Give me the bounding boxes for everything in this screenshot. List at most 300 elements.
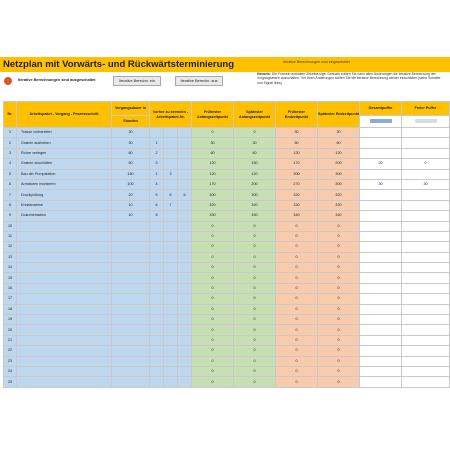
cell-nr[interactable]: 23 — [4, 356, 17, 366]
cell-latest-start[interactable]: 0 — [234, 356, 276, 366]
cell-nr[interactable]: 15 — [4, 273, 17, 283]
cell-nr[interactable]: 14 — [4, 263, 17, 273]
cell-earliest-end[interactable]: 270 — [276, 179, 318, 189]
cell-predecessor-3[interactable] — [178, 138, 192, 148]
cell-predecessor-3[interactable] — [178, 211, 192, 221]
cell-free-float[interactable] — [402, 200, 450, 210]
cell-free-float[interactable] — [402, 335, 450, 345]
cell-latest-end[interactable]: 330 — [318, 200, 360, 210]
cell-task[interactable]: Druckprüfung — [17, 190, 112, 200]
cell-earliest-start[interactable]: 0 — [192, 283, 234, 293]
cell-duration[interactable] — [112, 242, 150, 252]
cell-latest-start[interactable]: 0 — [234, 304, 276, 314]
cell-free-float[interactable] — [402, 242, 450, 252]
cell-latest-end[interactable]: 340 — [318, 211, 360, 221]
cell-predecessor-3[interactable] — [178, 231, 192, 241]
cell-predecessor-1[interactable] — [150, 325, 164, 335]
cell-latest-start[interactable]: 330 — [234, 211, 276, 221]
cell-task[interactable]: Armaturen montieren — [17, 179, 112, 189]
cell-free-float[interactable] — [402, 263, 450, 273]
cell-predecessor-2[interactable] — [164, 283, 178, 293]
cell-earliest-start[interactable]: 0 — [192, 231, 234, 241]
cell-latest-start[interactable]: 0 — [234, 315, 276, 325]
cell-free-float[interactable] — [402, 304, 450, 314]
cell-earliest-end[interactable]: 120 — [276, 148, 318, 158]
cell-duration[interactable] — [112, 252, 150, 262]
cell-earliest-start[interactable]: 320 — [192, 200, 234, 210]
cell-latest-start[interactable]: 0 — [234, 273, 276, 283]
cell-task[interactable] — [17, 366, 112, 376]
cell-duration[interactable]: 30 — [112, 138, 150, 148]
cell-free-float[interactable]: 30 — [402, 179, 450, 189]
cell-predecessor-1[interactable]: 6 — [150, 200, 164, 210]
cell-earliest-end[interactable]: 0 — [276, 315, 318, 325]
cell-predecessor-3[interactable] — [178, 294, 192, 304]
cell-latest-end[interactable]: 0 — [318, 304, 360, 314]
cell-total-float[interactable] — [360, 273, 402, 283]
cell-latest-end[interactable]: 0 — [318, 252, 360, 262]
cell-predecessor-3[interactable] — [178, 283, 192, 293]
cell-predecessor-1[interactable] — [150, 252, 164, 262]
cell-duration[interactable] — [112, 221, 150, 231]
cell-total-float[interactable]: 30 — [360, 179, 402, 189]
cell-earliest-end[interactable]: 0 — [276, 366, 318, 376]
cell-duration[interactable]: 30 — [112, 128, 150, 138]
cell-latest-end[interactable]: 0 — [318, 294, 360, 304]
cell-latest-start[interactable]: 0 — [234, 242, 276, 252]
cell-duration[interactable] — [112, 231, 150, 241]
cell-nr[interactable]: 13 — [4, 252, 17, 262]
cell-predecessor-3[interactable] — [178, 128, 192, 138]
cell-total-float[interactable] — [360, 304, 402, 314]
cell-nr[interactable]: 3 — [4, 148, 17, 158]
cell-predecessor-1[interactable]: 1 — [150, 138, 164, 148]
cell-earliest-start[interactable]: 120 — [192, 169, 234, 179]
cell-predecessor-2[interactable] — [164, 356, 178, 366]
cell-nr[interactable]: 9 — [4, 211, 17, 221]
cell-predecessor-1[interactable]: 2 — [150, 148, 164, 158]
cell-task[interactable] — [17, 315, 112, 325]
cell-total-float[interactable] — [360, 221, 402, 231]
cell-earliest-start[interactable]: 120 — [192, 159, 234, 169]
cell-predecessor-1[interactable] — [150, 346, 164, 356]
cell-duration[interactable] — [112, 346, 150, 356]
cell-latest-end[interactable]: 0 — [318, 335, 360, 345]
cell-earliest-end[interactable]: 0 — [276, 304, 318, 314]
cell-nr[interactable]: 24 — [4, 366, 17, 376]
cell-latest-start[interactable]: 0 — [234, 252, 276, 262]
cell-predecessor-3[interactable] — [178, 346, 192, 356]
cell-earliest-end[interactable]: 0 — [276, 231, 318, 241]
cell-nr[interactable]: 11 — [4, 231, 17, 241]
cell-latest-end[interactable]: 0 — [318, 231, 360, 241]
cell-predecessor-3[interactable] — [178, 200, 192, 210]
cell-total-float[interactable] — [360, 211, 402, 221]
cell-latest-end[interactable]: 0 — [318, 325, 360, 335]
iteration-on-button[interactable]: Iterative Berechn. ein — [113, 76, 161, 86]
cell-total-float[interactable] — [360, 335, 402, 345]
cell-latest-start[interactable]: 120 — [234, 169, 276, 179]
cell-predecessor-1[interactable]: 3 — [150, 159, 164, 169]
cell-nr[interactable]: 4 — [4, 159, 17, 169]
cell-predecessor-3[interactable] — [178, 366, 192, 376]
cell-predecessor-3[interactable] — [178, 179, 192, 189]
cell-task[interactable] — [17, 283, 112, 293]
cell-total-float[interactable] — [360, 190, 402, 200]
cell-task[interactable]: Endabnahme — [17, 200, 112, 210]
cell-predecessor-3[interactable] — [178, 169, 192, 179]
cell-earliest-end[interactable]: 0 — [276, 242, 318, 252]
cell-predecessor-1[interactable] — [150, 377, 164, 387]
cell-task[interactable]: Graben zuschütten — [17, 159, 112, 169]
cell-predecessor-1[interactable]: 4 — [150, 179, 164, 189]
cell-nr[interactable]: 12 — [4, 242, 17, 252]
cell-predecessor-1[interactable]: 5 — [150, 190, 164, 200]
cell-duration[interactable]: 50 — [112, 159, 150, 169]
cell-earliest-start[interactable]: 0 — [192, 325, 234, 335]
cell-predecessor-1[interactable] — [150, 242, 164, 252]
cell-earliest-start[interactable]: 0 — [192, 356, 234, 366]
cell-predecessor-1[interactable] — [150, 231, 164, 241]
cell-free-float[interactable] — [402, 377, 450, 387]
cell-predecessor-2[interactable] — [164, 377, 178, 387]
cell-predecessor-1[interactable] — [150, 294, 164, 304]
cell-earliest-start[interactable]: 0 — [192, 315, 234, 325]
cell-duration[interactable]: 100 — [112, 179, 150, 189]
cell-duration[interactable]: 60 — [112, 148, 150, 158]
cell-predecessor-1[interactable] — [150, 366, 164, 376]
cell-nr[interactable]: 10 — [4, 221, 17, 231]
cell-total-float[interactable] — [360, 242, 402, 252]
cell-predecessor-2[interactable] — [164, 221, 178, 231]
cell-latest-start[interactable]: 300 — [234, 190, 276, 200]
cell-predecessor-2[interactable] — [164, 325, 178, 335]
cell-duration[interactable] — [112, 315, 150, 325]
cell-free-float[interactable] — [402, 273, 450, 283]
cell-earliest-end[interactable]: 0 — [276, 346, 318, 356]
cell-predecessor-1[interactable]: 1 — [150, 169, 164, 179]
cell-duration[interactable] — [112, 273, 150, 283]
cell-predecessor-2[interactable] — [164, 242, 178, 252]
cell-earliest-end[interactable]: 0 — [276, 252, 318, 262]
cell-earliest-end[interactable]: 60 — [276, 138, 318, 148]
cell-earliest-end[interactable]: 0 — [276, 377, 318, 387]
cell-predecessor-1[interactable] — [150, 315, 164, 325]
cell-total-float[interactable] — [360, 200, 402, 210]
cell-latest-start[interactable]: 30 — [234, 138, 276, 148]
cell-duration[interactable] — [112, 377, 150, 387]
cell-latest-start[interactable]: 150 — [234, 159, 276, 169]
cell-task[interactable] — [17, 221, 112, 231]
cell-predecessor-2[interactable] — [164, 335, 178, 345]
cell-duration[interactable] — [112, 356, 150, 366]
cell-predecessor-1[interactable] — [150, 273, 164, 283]
cell-predecessor-2[interactable]: 3 — [164, 169, 178, 179]
cell-nr[interactable]: 2 — [4, 138, 17, 148]
cell-predecessor-3[interactable] — [178, 159, 192, 169]
cell-nr[interactable]: 8 — [4, 200, 17, 210]
cell-predecessor-1[interactable] — [150, 221, 164, 231]
cell-predecessor-2[interactable] — [164, 304, 178, 314]
cell-latest-end[interactable]: 0 — [318, 346, 360, 356]
cell-earliest-start[interactable]: 0 — [192, 221, 234, 231]
cell-predecessor-1[interactable] — [150, 304, 164, 314]
cell-predecessor-2[interactable]: 6 — [164, 190, 178, 200]
cell-nr[interactable]: 22 — [4, 346, 17, 356]
cell-earliest-start[interactable]: 0 — [192, 335, 234, 345]
cell-latest-end[interactable]: 0 — [318, 273, 360, 283]
cell-task[interactable] — [17, 325, 112, 335]
cell-latest-end[interactable]: 0 — [318, 283, 360, 293]
cell-free-float[interactable] — [402, 346, 450, 356]
cell-earliest-start[interactable]: 300 — [192, 190, 234, 200]
cell-duration[interactable] — [112, 294, 150, 304]
cell-total-float[interactable] — [360, 346, 402, 356]
cell-predecessor-2[interactable] — [164, 231, 178, 241]
cell-duration[interactable]: 180 — [112, 169, 150, 179]
cell-predecessor-2[interactable] — [164, 159, 178, 169]
cell-free-float[interactable] — [402, 169, 450, 179]
cell-predecessor-3[interactable] — [178, 252, 192, 262]
cell-earliest-end[interactable]: 0 — [276, 263, 318, 273]
cell-predecessor-3[interactable]: 6 — [178, 190, 192, 200]
cell-latest-end[interactable]: 0 — [318, 263, 360, 273]
cell-predecessor-2[interactable] — [164, 273, 178, 283]
cell-task[interactable] — [17, 242, 112, 252]
cell-duration[interactable] — [112, 366, 150, 376]
cell-total-float[interactable] — [360, 128, 402, 138]
cell-earliest-start[interactable]: 330 — [192, 211, 234, 221]
cell-predecessor-3[interactable] — [178, 304, 192, 314]
cell-free-float[interactable] — [402, 252, 450, 262]
cell-earliest-start[interactable]: 0 — [192, 128, 234, 138]
cell-latest-start[interactable]: 200 — [234, 179, 276, 189]
cell-latest-end[interactable]: 300 — [318, 169, 360, 179]
cell-total-float[interactable] — [360, 294, 402, 304]
cell-task[interactable]: Trasse vorbereiten — [17, 128, 112, 138]
cell-duration[interactable]: 10 — [112, 200, 150, 210]
cell-predecessor-2[interactable] — [164, 211, 178, 221]
cell-nr[interactable]: 6 — [4, 179, 17, 189]
cell-earliest-end[interactable]: 300 — [276, 169, 318, 179]
cell-latest-start[interactable]: 0 — [234, 231, 276, 241]
cell-free-float[interactable] — [402, 294, 450, 304]
cell-predecessor-2[interactable] — [164, 148, 178, 158]
cell-nr[interactable]: 17 — [4, 294, 17, 304]
cell-latest-start[interactable]: 0 — [234, 128, 276, 138]
cell-earliest-start[interactable]: 0 — [192, 273, 234, 283]
cell-free-float[interactable] — [402, 231, 450, 241]
cell-free-float[interactable] — [402, 315, 450, 325]
cell-latest-end[interactable]: 0 — [318, 221, 360, 231]
cell-duration[interactable]: 20 — [112, 190, 150, 200]
cell-predecessor-3[interactable] — [178, 221, 192, 231]
cell-predecessor-2[interactable] — [164, 366, 178, 376]
cell-predecessor-3[interactable] — [178, 335, 192, 345]
cell-earliest-end[interactable]: 0 — [276, 325, 318, 335]
cell-latest-end[interactable]: 0 — [318, 242, 360, 252]
cell-earliest-start[interactable]: 0 — [192, 346, 234, 356]
cell-predecessor-3[interactable] — [178, 273, 192, 283]
cell-earliest-end[interactable]: 340 — [276, 211, 318, 221]
cell-free-float[interactable] — [402, 148, 450, 158]
cell-earliest-start[interactable]: 0 — [192, 294, 234, 304]
cell-latest-end[interactable]: 0 — [318, 315, 360, 325]
cell-latest-start[interactable]: 0 — [234, 263, 276, 273]
cell-earliest-end[interactable]: 320 — [276, 190, 318, 200]
cell-predecessor-1[interactable] — [150, 356, 164, 366]
cell-total-float[interactable] — [360, 148, 402, 158]
cell-earliest-end[interactable]: 0 — [276, 294, 318, 304]
cell-earliest-end[interactable]: 0 — [276, 221, 318, 231]
cell-duration[interactable] — [112, 335, 150, 345]
cell-task[interactable] — [17, 346, 112, 356]
cell-duration[interactable]: 10 — [112, 211, 150, 221]
cell-predecessor-1[interactable] — [150, 263, 164, 273]
cell-predecessor-3[interactable] — [178, 263, 192, 273]
cell-earliest-end[interactable]: 30 — [276, 128, 318, 138]
cell-task[interactable]: Graben ausheben — [17, 138, 112, 148]
cell-total-float[interactable] — [360, 356, 402, 366]
cell-predecessor-2[interactable] — [164, 128, 178, 138]
cell-total-float[interactable] — [360, 283, 402, 293]
cell-predecessor-2[interactable] — [164, 179, 178, 189]
cell-free-float[interactable] — [402, 325, 450, 335]
cell-task[interactable] — [17, 231, 112, 241]
cell-duration[interactable] — [112, 304, 150, 314]
cell-task[interactable] — [17, 273, 112, 283]
cell-free-float[interactable]: 0 — [402, 159, 450, 169]
cell-free-float[interactable] — [402, 221, 450, 231]
cell-total-float[interactable] — [360, 231, 402, 241]
cell-nr[interactable]: 25 — [4, 377, 17, 387]
cell-nr[interactable]: 18 — [4, 304, 17, 314]
cell-total-float[interactable] — [360, 325, 402, 335]
cell-nr[interactable]: 7 — [4, 190, 17, 200]
cell-task[interactable]: Bau der Pumpstation — [17, 169, 112, 179]
cell-predecessor-1[interactable] — [150, 128, 164, 138]
cell-free-float[interactable] — [402, 366, 450, 376]
cell-earliest-start[interactable]: 60 — [192, 148, 234, 158]
cell-earliest-start[interactable]: 30 — [192, 138, 234, 148]
cell-predecessor-3[interactable] — [178, 356, 192, 366]
cell-predecessor-1[interactable] — [150, 283, 164, 293]
cell-nr[interactable]: 5 — [4, 169, 17, 179]
cell-latest-end[interactable]: 0 — [318, 377, 360, 387]
cell-earliest-start[interactable]: 0 — [192, 377, 234, 387]
cell-latest-start[interactable]: 0 — [234, 366, 276, 376]
cell-earliest-end[interactable]: 170 — [276, 159, 318, 169]
cell-task[interactable] — [17, 356, 112, 366]
cell-total-float[interactable] — [360, 252, 402, 262]
cell-latest-end[interactable]: 120 — [318, 148, 360, 158]
cell-total-float[interactable] — [360, 366, 402, 376]
cell-latest-start[interactable]: 0 — [234, 221, 276, 231]
cell-earliest-start[interactable]: 0 — [192, 252, 234, 262]
cell-predecessor-1[interactable]: 8 — [150, 211, 164, 221]
cell-nr[interactable]: 20 — [4, 325, 17, 335]
cell-earliest-end[interactable]: 0 — [276, 273, 318, 283]
cell-latest-start[interactable]: 320 — [234, 200, 276, 210]
cell-free-float[interactable] — [402, 190, 450, 200]
cell-earliest-end[interactable]: 0 — [276, 356, 318, 366]
cell-total-float[interactable] — [360, 263, 402, 273]
cell-latest-end[interactable]: 320 — [318, 190, 360, 200]
cell-free-float[interactable] — [402, 128, 450, 138]
cell-latest-end[interactable]: 300 — [318, 179, 360, 189]
cell-latest-start[interactable]: 0 — [234, 294, 276, 304]
cell-latest-start[interactable]: 0 — [234, 335, 276, 345]
cell-earliest-end[interactable]: 330 — [276, 200, 318, 210]
cell-latest-start[interactable]: 0 — [234, 346, 276, 356]
cell-nr[interactable]: 21 — [4, 335, 17, 345]
cell-free-float[interactable] — [402, 138, 450, 148]
cell-latest-end[interactable]: 30 — [318, 128, 360, 138]
cell-duration[interactable] — [112, 283, 150, 293]
cell-task[interactable] — [17, 304, 112, 314]
cell-task[interactable]: Dokumentation — [17, 211, 112, 221]
cell-total-float[interactable] — [360, 377, 402, 387]
cell-predecessor-3[interactable] — [178, 325, 192, 335]
cell-task[interactable] — [17, 294, 112, 304]
cell-predecessor-2[interactable] — [164, 263, 178, 273]
cell-nr[interactable]: 19 — [4, 315, 17, 325]
cell-total-float[interactable] — [360, 169, 402, 179]
cell-earliest-start[interactable]: 0 — [192, 242, 234, 252]
cell-free-float[interactable] — [402, 283, 450, 293]
cell-predecessor-2[interactable] — [164, 346, 178, 356]
cell-task[interactable] — [17, 335, 112, 345]
cell-total-float[interactable]: 20 — [360, 159, 402, 169]
cell-total-float[interactable] — [360, 138, 402, 148]
cell-predecessor-2[interactable] — [164, 315, 178, 325]
cell-nr[interactable]: 1 — [4, 128, 17, 138]
cell-earliest-start[interactable]: 0 — [192, 304, 234, 314]
cell-free-float[interactable] — [402, 356, 450, 366]
cell-predecessor-2[interactable]: 7 — [164, 200, 178, 210]
iteration-off-button[interactable]: Iterative Berechn. aus — [175, 76, 223, 86]
cell-latest-start[interactable]: 0 — [234, 325, 276, 335]
cell-latest-start[interactable]: 60 — [234, 148, 276, 158]
cell-earliest-end[interactable]: 0 — [276, 283, 318, 293]
cell-predecessor-3[interactable] — [178, 148, 192, 158]
cell-latest-end[interactable]: 0 — [318, 356, 360, 366]
cell-nr[interactable]: 16 — [4, 283, 17, 293]
cell-earliest-start[interactable]: 0 — [192, 263, 234, 273]
cell-duration[interactable] — [112, 325, 150, 335]
cell-earliest-end[interactable]: 0 — [276, 335, 318, 345]
cell-latest-start[interactable]: 0 — [234, 283, 276, 293]
cell-task[interactable] — [17, 377, 112, 387]
cell-task[interactable]: Rohre verlegen — [17, 148, 112, 158]
cell-predecessor-2[interactable] — [164, 252, 178, 262]
cell-latest-start[interactable]: 0 — [234, 377, 276, 387]
cell-task[interactable] — [17, 263, 112, 273]
cell-predecessor-3[interactable] — [178, 315, 192, 325]
cell-total-float[interactable] — [360, 315, 402, 325]
cell-task[interactable] — [17, 252, 112, 262]
cell-predecessor-3[interactable] — [178, 242, 192, 252]
cell-duration[interactable] — [112, 263, 150, 273]
cell-predecessor-3[interactable] — [178, 377, 192, 387]
cell-latest-end[interactable]: 60 — [318, 138, 360, 148]
cell-predecessor-1[interactable] — [150, 335, 164, 345]
cell-latest-end[interactable]: 0 — [318, 366, 360, 376]
cell-predecessor-2[interactable] — [164, 294, 178, 304]
cell-earliest-start[interactable]: 0 — [192, 366, 234, 376]
cell-latest-end[interactable]: 200 — [318, 159, 360, 169]
cell-free-float[interactable] — [402, 211, 450, 221]
